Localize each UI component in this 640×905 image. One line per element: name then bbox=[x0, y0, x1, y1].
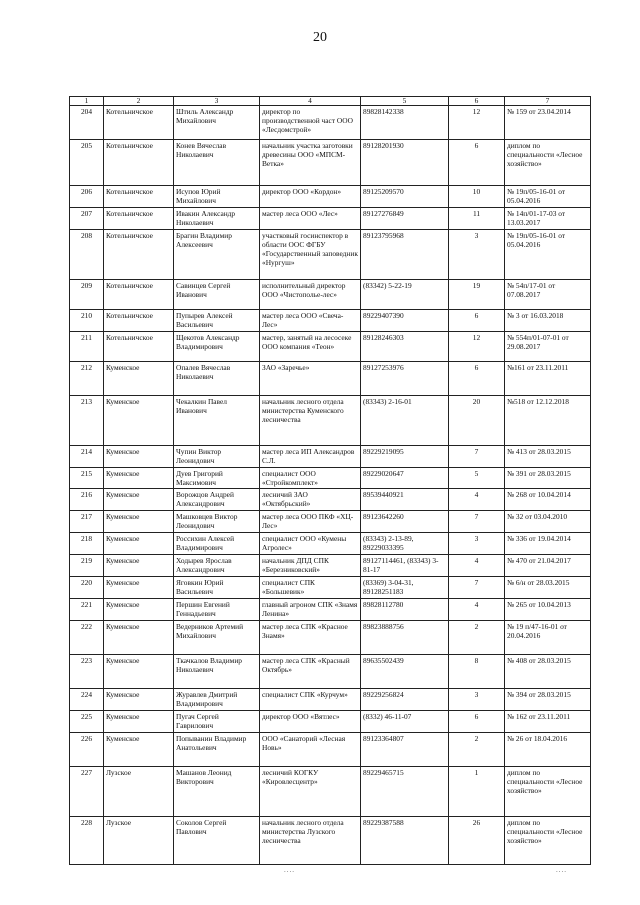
document-cell: № 19 п/47-16-01 от 20.04.2016 bbox=[505, 621, 591, 655]
district-cell: Куменское bbox=[104, 362, 174, 396]
row-number: 218 bbox=[70, 533, 104, 555]
table-row bbox=[70, 655, 591, 689]
position-cell: лесничий ЗАО «Октябрьский» bbox=[260, 489, 361, 511]
district-cell: Куменское bbox=[104, 733, 174, 767]
table-row bbox=[70, 533, 591, 555]
district-cell: Котельничское bbox=[104, 332, 174, 362]
table-row bbox=[70, 186, 591, 208]
column-header: 7 bbox=[505, 97, 591, 106]
experience-cell: 6 bbox=[449, 140, 505, 186]
row-number: 217 bbox=[70, 511, 104, 533]
row-number: 216 bbox=[70, 489, 104, 511]
row-number: 206 bbox=[70, 186, 104, 208]
phone-cell: 89125209570 bbox=[361, 186, 449, 208]
column-header: 5 bbox=[361, 97, 449, 106]
person-name-cell: Россихин Алексей Владимирович bbox=[174, 533, 260, 555]
person-name-cell: Брагин Владимир Алексеевич bbox=[174, 230, 260, 280]
document-cell: №518 от 12.12.2018 bbox=[505, 396, 591, 446]
row-number: 224 bbox=[70, 689, 104, 711]
position-cell: мастер леса ООО «Лес» bbox=[260, 208, 361, 230]
district-cell: Куменское bbox=[104, 621, 174, 655]
district-cell: Котельничское bbox=[104, 310, 174, 332]
row-number: 219 bbox=[70, 555, 104, 577]
person-name-cell: Конев Вячеслав Николаевич bbox=[174, 140, 260, 186]
table-row bbox=[70, 577, 591, 599]
document-cell: № 14п/01-17-03 от 13.03.2017 bbox=[505, 208, 591, 230]
district-cell: Куменское bbox=[104, 555, 174, 577]
document-cell: диплом по специальности «Лесное хозяйство» bbox=[505, 767, 591, 817]
row-number: 227 bbox=[70, 767, 104, 817]
table-row bbox=[70, 599, 591, 621]
table-row bbox=[70, 362, 591, 396]
document-cell: № 554п/01-07-01 от 29.08.2017 bbox=[505, 332, 591, 362]
row-number: 204 bbox=[70, 106, 104, 140]
experience-cell: 3 bbox=[449, 533, 505, 555]
row-number: 225 bbox=[70, 711, 104, 733]
position-cell: мастер, занятый на лесосеке ООО компания «Теон» bbox=[260, 332, 361, 362]
position-cell: мастер леса ООО «Свеча-Лес» bbox=[260, 310, 361, 332]
row-number: 214 bbox=[70, 446, 104, 468]
experience-cell: 7 bbox=[449, 577, 505, 599]
table-row bbox=[70, 208, 591, 230]
position-cell: ООО «Санаторий «Лесная Новь» bbox=[260, 733, 361, 767]
position-cell: директор ООО «Кордон» bbox=[260, 186, 361, 208]
phone-cell: (83343) 2-13-89, 89229033395 bbox=[361, 533, 449, 555]
phone-cell: 89128201930 bbox=[361, 140, 449, 186]
experience-cell: 8 bbox=[449, 655, 505, 689]
row-number: 210 bbox=[70, 310, 104, 332]
document-cell: № 6/н от 28.03.2015 bbox=[505, 577, 591, 599]
phone-cell: 89229020647 bbox=[361, 468, 449, 489]
row-number: 222 bbox=[70, 621, 104, 655]
experience-cell: 20 bbox=[449, 396, 505, 446]
column-header: 1 bbox=[70, 97, 104, 106]
document-cell: № 162 от 23.11.2011 bbox=[505, 711, 591, 733]
phone-cell: (83369) 3-04-31, 89128251183 bbox=[361, 577, 449, 599]
personnel-table bbox=[69, 96, 591, 865]
person-name-cell: Соколов Сергей Павлович bbox=[174, 817, 260, 865]
experience-cell: 3 bbox=[449, 689, 505, 711]
district-cell: Котельничское bbox=[104, 280, 174, 310]
person-name-cell: Опалев Вячеслав Николаевич bbox=[174, 362, 260, 396]
position-cell: специалист ООО «Кумены Агролес» bbox=[260, 533, 361, 555]
document-cell: № 19п/05-16-01 от 05.04.2016 bbox=[505, 186, 591, 208]
person-name-cell: Яговкин Юрий Васильевич bbox=[174, 577, 260, 599]
table-row bbox=[70, 106, 591, 140]
document-cell: № 394 от 28.03.2015 bbox=[505, 689, 591, 711]
experience-cell: 10 bbox=[449, 186, 505, 208]
phone-cell: (83343) 2-16-01 bbox=[361, 396, 449, 446]
person-name-cell: Пупырев Алексей Васильевич bbox=[174, 310, 260, 332]
phone-cell: 89123795968 bbox=[361, 230, 449, 280]
table-row bbox=[70, 280, 591, 310]
experience-cell: 6 bbox=[449, 362, 505, 396]
phone-cell: 89635502439 bbox=[361, 655, 449, 689]
column-header: 4 bbox=[260, 97, 361, 106]
row-number: 212 bbox=[70, 362, 104, 396]
table-row bbox=[70, 621, 591, 655]
phone-cell: 89127114461, (83343) 3-81-17 bbox=[361, 555, 449, 577]
phone-cell: 89828112780 bbox=[361, 599, 449, 621]
document-cell: № 470 от 21.04.2017 bbox=[505, 555, 591, 577]
person-name-cell: Чекалкин Павел Иванович bbox=[174, 396, 260, 446]
experience-cell: 19 bbox=[449, 280, 505, 310]
position-cell: директор ООО «Вятлес» bbox=[260, 711, 361, 733]
table-row bbox=[70, 689, 591, 711]
person-name-cell: Исупов Юрий Михайлович bbox=[174, 186, 260, 208]
row-number: 228 bbox=[70, 817, 104, 865]
document-cell: № 268 от 10.04.2014 bbox=[505, 489, 591, 511]
footer-mark: .... bbox=[556, 866, 567, 874]
person-name-cell: Ходырев Ярослав Александрович bbox=[174, 555, 260, 577]
position-cell: мастер леса ИП Александров С.Л. bbox=[260, 446, 361, 468]
row-number: 220 bbox=[70, 577, 104, 599]
document-cell: № 408 от 28.03.2015 bbox=[505, 655, 591, 689]
person-name-cell: Ткачкалов Владимир Николаевич bbox=[174, 655, 260, 689]
person-name-cell: Дуев Григорий Максимович bbox=[174, 468, 260, 489]
position-cell: ЗАО «Заречье» bbox=[260, 362, 361, 396]
district-cell: Куменское bbox=[104, 533, 174, 555]
table-row bbox=[70, 140, 591, 186]
experience-cell: 1 bbox=[449, 767, 505, 817]
footer-mark: .... bbox=[284, 866, 295, 874]
experience-cell: 4 bbox=[449, 555, 505, 577]
phone-cell: 89127253976 bbox=[361, 362, 449, 396]
phone-cell: 89123642260 bbox=[361, 511, 449, 533]
document-cell: диплом по специальности «Лесное хозяйство» bbox=[505, 817, 591, 865]
person-name-cell: Штиль Александр Михайлович bbox=[174, 106, 260, 140]
position-cell: главный агроном СПК «Знамя Ленина» bbox=[260, 599, 361, 621]
position-cell: исполнительный директор ООО «Чистополье-лес» bbox=[260, 280, 361, 310]
row-number: 209 bbox=[70, 280, 104, 310]
row-number: 207 bbox=[70, 208, 104, 230]
row-number: 226 bbox=[70, 733, 104, 767]
experience-cell: 7 bbox=[449, 511, 505, 533]
row-number: 213 bbox=[70, 396, 104, 446]
phone-cell: 89127276849 bbox=[361, 208, 449, 230]
district-cell: Куменское bbox=[104, 396, 174, 446]
table-row bbox=[70, 733, 591, 767]
position-cell: начальник лесного отдела министерства Лузского лесничества bbox=[260, 817, 361, 865]
position-cell: начальник ДПД СПК «Березниковский» bbox=[260, 555, 361, 577]
district-cell: Куменское bbox=[104, 446, 174, 468]
row-number: 211 bbox=[70, 332, 104, 362]
document-cell: № 54п/17-01 от 07.08.2017 bbox=[505, 280, 591, 310]
phone-cell: (8332) 46-11-07 bbox=[361, 711, 449, 733]
person-name-cell: Ворожцов Андрей Александрович bbox=[174, 489, 260, 511]
phone-cell: 89128246303 bbox=[361, 332, 449, 362]
table-row bbox=[70, 332, 591, 362]
row-number: 223 bbox=[70, 655, 104, 689]
experience-cell: 12 bbox=[449, 106, 505, 140]
person-name-cell: Журавлев Дмитрий Владимирович bbox=[174, 689, 260, 711]
district-cell: Лузское bbox=[104, 817, 174, 865]
district-cell: Куменское bbox=[104, 655, 174, 689]
experience-cell: 2 bbox=[449, 621, 505, 655]
district-cell: Котельничское bbox=[104, 106, 174, 140]
district-cell: Котельничское bbox=[104, 230, 174, 280]
position-cell: специалист СПК «Большевик» bbox=[260, 577, 361, 599]
phone-cell: 89229465715 bbox=[361, 767, 449, 817]
document-cell: № 391 от 28.03.2015 bbox=[505, 468, 591, 489]
phone-cell: 89123364807 bbox=[361, 733, 449, 767]
document-cell: № 159 от 23.04.2014 bbox=[505, 106, 591, 140]
column-number-row bbox=[70, 97, 591, 106]
table-row bbox=[70, 711, 591, 733]
district-cell: Куменское bbox=[104, 689, 174, 711]
table-row bbox=[70, 396, 591, 446]
position-cell: мастер леса ООО ПКФ «ХЦ-Лес» bbox=[260, 511, 361, 533]
page-number: 20 bbox=[313, 30, 327, 45]
table-row bbox=[70, 511, 591, 533]
experience-cell: 3 bbox=[449, 230, 505, 280]
district-cell: Куменское bbox=[104, 468, 174, 489]
district-cell: Котельничское bbox=[104, 208, 174, 230]
position-cell: начальник участка заготовки древесины ООО «МПСМ-Ветка» bbox=[260, 140, 361, 186]
person-name-cell: Чупин Виктор Леонидович bbox=[174, 446, 260, 468]
phone-cell: (83342) 5-22-19 bbox=[361, 280, 449, 310]
experience-cell: 7 bbox=[449, 446, 505, 468]
position-cell: мастер леса СПК «Красный Октябрь» bbox=[260, 655, 361, 689]
phone-cell: 89229407390 bbox=[361, 310, 449, 332]
experience-cell: 4 bbox=[449, 599, 505, 621]
person-name-cell: Савинцев Сергей Иванович bbox=[174, 280, 260, 310]
person-name-cell: Ведерников Артемий Михайлович bbox=[174, 621, 260, 655]
table-row bbox=[70, 310, 591, 332]
column-header: 3 bbox=[174, 97, 260, 106]
row-number: 215 bbox=[70, 468, 104, 489]
experience-cell: 26 bbox=[449, 817, 505, 865]
experience-cell: 12 bbox=[449, 332, 505, 362]
position-cell: специалист СПК «Курчум» bbox=[260, 689, 361, 711]
column-header: 2 bbox=[104, 97, 174, 106]
experience-cell: 5 bbox=[449, 468, 505, 489]
person-name-cell: Попыванин Владимир Анатольевич bbox=[174, 733, 260, 767]
table-row bbox=[70, 230, 591, 280]
phone-cell: 89539440921 bbox=[361, 489, 449, 511]
column-header: 6 bbox=[449, 97, 505, 106]
person-name-cell: Щекотов Александр Владимирович bbox=[174, 332, 260, 362]
document-cell: диплом по специальности «Лесное хозяйство» bbox=[505, 140, 591, 186]
position-cell: участковый госинспектор в области ООС ФГБУ «Государственный заповедник «Нургуш» bbox=[260, 230, 361, 280]
document-cell: № 336 от 19.04.2014 bbox=[505, 533, 591, 555]
person-name-cell: Машковцев Виктор Леонидович bbox=[174, 511, 260, 533]
experience-cell: 4 bbox=[449, 489, 505, 511]
district-cell: Куменское bbox=[104, 599, 174, 621]
district-cell: Котельничское bbox=[104, 140, 174, 186]
person-name-cell: Пугач Сергей Гаврилович bbox=[174, 711, 260, 733]
document-cell: № 265 от 10.04.2013 bbox=[505, 599, 591, 621]
person-name-cell: Машанов Леонид Викторович bbox=[174, 767, 260, 817]
experience-cell: 2 bbox=[449, 733, 505, 767]
document-cell: № 26 от 18.04.2016 bbox=[505, 733, 591, 767]
district-cell: Куменское bbox=[104, 489, 174, 511]
district-cell: Куменское bbox=[104, 711, 174, 733]
document-cell: №161 от 23.11.2011 bbox=[505, 362, 591, 396]
phone-cell: 89229256824 bbox=[361, 689, 449, 711]
phone-cell: 89229387588 bbox=[361, 817, 449, 865]
document-cell: № 32 от 03.04.2010 bbox=[505, 511, 591, 533]
phone-cell: 89828142338 bbox=[361, 106, 449, 140]
position-cell: начальник лесного отдела министерства Куменского лесничества bbox=[260, 396, 361, 446]
table-row bbox=[70, 555, 591, 577]
table-row bbox=[70, 446, 591, 468]
table-row bbox=[70, 817, 591, 865]
person-name-cell: Ивакин Александр Николаевич bbox=[174, 208, 260, 230]
row-number: 205 bbox=[70, 140, 104, 186]
district-cell: Куменское bbox=[104, 577, 174, 599]
position-cell: мастер леса СПК «Красное Знамя» bbox=[260, 621, 361, 655]
document-cell: № 3 от 16.03.2018 bbox=[505, 310, 591, 332]
experience-cell: 11 bbox=[449, 208, 505, 230]
table-row bbox=[70, 767, 591, 817]
position-cell: лесничий КОГКУ «Кировлесцентр» bbox=[260, 767, 361, 817]
phone-cell: 89229219095 bbox=[361, 446, 449, 468]
experience-cell: 6 bbox=[449, 711, 505, 733]
district-cell: Куменское bbox=[104, 511, 174, 533]
phone-cell: 89823888756 bbox=[361, 621, 449, 655]
document-cell: № 19п/05-16-01 от 05.04.2016 bbox=[505, 230, 591, 280]
document-cell: № 413 от 28.03.2015 bbox=[505, 446, 591, 468]
row-number: 208 bbox=[70, 230, 104, 280]
district-cell: Лузское bbox=[104, 767, 174, 817]
experience-cell: 6 bbox=[449, 310, 505, 332]
row-number: 221 bbox=[70, 599, 104, 621]
district-cell: Котельничское bbox=[104, 186, 174, 208]
position-cell: директор по производственной част ООО «Лесдомстрой» bbox=[260, 106, 361, 140]
table-row bbox=[70, 489, 591, 511]
position-cell: специалист ООО «Стройкомплект» bbox=[260, 468, 361, 489]
table-row bbox=[70, 468, 591, 489]
person-name-cell: Першин Евгений Геннадьевич bbox=[174, 599, 260, 621]
